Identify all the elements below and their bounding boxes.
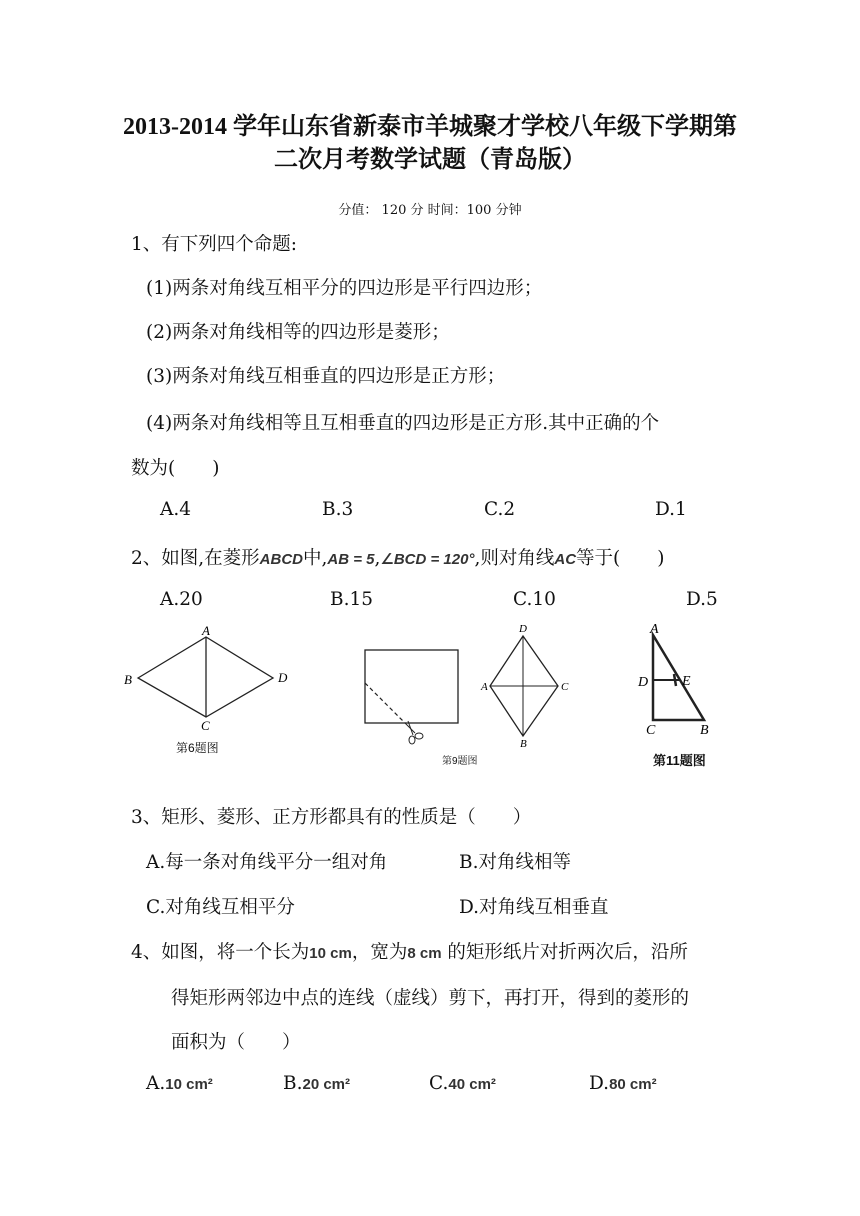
q4-option-d-letter: D. — [589, 1073, 610, 1094]
q3-option-b: B.对角线相等 — [459, 852, 571, 873]
fig6-label-b: B — [124, 672, 132, 687]
figure-9-rhombus — [478, 620, 578, 750]
q4-text-3: 的矩形纸片对折两次后，沿所 — [441, 942, 688, 963]
q2-text-4: ,则对角线 — [474, 548, 555, 569]
fig9-label-c: C — [561, 681, 569, 693]
fig11-label-e: E — [682, 674, 691, 689]
figure-9-paper — [360, 645, 470, 745]
q1-option-a: A.4 — [160, 499, 192, 520]
q1-item-4: (4)两条对角线相等且互相垂直的四边形是正方形.其中正确的个 — [146, 413, 660, 434]
q1-stem: 1、有下列四个命题: — [131, 234, 298, 255]
q4-option-c-letter: C. — [429, 1073, 449, 1094]
q4-option-a — [146, 1073, 213, 1094]
q3-option-a: A.每一条对角线平分一组对角 — [146, 852, 388, 873]
q4-stem-line-2: 得矩形两邻边中点的连线（虚线）剪下，再打开，得到的菱形的 — [171, 988, 690, 1009]
q4-text-1: 4、如图，将一个长为 — [131, 942, 310, 963]
title-line-2: 二次月考数学试题（青岛版） — [274, 147, 586, 173]
q4-option-d-value: 80 cm² — [609, 1076, 657, 1093]
q2-math-abcd: ABCD — [259, 551, 303, 568]
fig6-label-a: A — [202, 623, 210, 638]
q2-option-c: C.10 — [513, 589, 556, 610]
q4-math-width: 8 cm — [407, 945, 442, 962]
figure-11-triangle — [634, 620, 734, 740]
q2-text-1: 2、如图,在菱形 — [131, 548, 260, 569]
q2-option-b: B.15 — [330, 589, 374, 610]
q3-option-d: D.对角线互相垂直 — [459, 897, 609, 918]
q3-option-c: C.对角线互相平分 — [146, 897, 295, 918]
q4-option-b — [283, 1073, 350, 1094]
fig6-caption: 第6题图 — [176, 741, 219, 755]
q1-option-c: C.2 — [484, 499, 516, 520]
q4-option-c — [429, 1073, 496, 1094]
scissors-icon — [405, 721, 423, 744]
q2-math-ac: AC — [554, 551, 577, 568]
q4-stem — [131, 938, 688, 964]
q2-option-a: A.20 — [160, 589, 203, 610]
fig9-label-b: B — [520, 738, 527, 750]
q1-item-3: (3)两条对角线互相垂直的四边形是正方形； — [146, 366, 506, 387]
fig9-caption: 第9题图 — [442, 756, 478, 767]
q4-option-b-value: 20 cm² — [302, 1076, 351, 1093]
q4-stem-line-3: 面积为（ ） — [171, 1032, 301, 1053]
q2-math-ab: AB = 5 — [327, 551, 375, 568]
q4-option-a-value: 10 cm² — [165, 1076, 213, 1093]
q4-option-c-value: 40 cm² — [448, 1076, 496, 1093]
q1-item-1: (1)两条对角线互相平分的四边形是平行四边形； — [146, 278, 543, 299]
q1-stem-cont: 数为( ) — [131, 458, 220, 479]
fig6-label-d: D — [278, 670, 288, 685]
fig11-label-c: C — [646, 723, 656, 738]
q2-math-angle: ∠BCD = 120° — [380, 551, 475, 568]
q3-stem: 3、矩形、菱形、正方形都具有的性质是（ ） — [131, 807, 532, 828]
fig11-label-d: D — [638, 675, 649, 690]
fig11-label-a: A — [650, 622, 659, 637]
q1-option-d: D.1 — [655, 499, 687, 520]
fig6-label-c: C — [201, 718, 210, 733]
fig11-caption: 第11题图 — [653, 753, 706, 768]
q2-option-d: D.5 — [686, 589, 718, 610]
fig9-label-d: D — [519, 623, 527, 635]
q4-option-a-letter: A. — [146, 1073, 166, 1094]
q2-stem — [131, 544, 664, 570]
q2-text-2: 中, — [303, 548, 328, 569]
score-time-info: 分值： 120 分 时间：100 分钟 — [338, 203, 522, 218]
q4-option-d — [589, 1073, 657, 1094]
q2-text-3: , — [374, 548, 381, 569]
q4-option-b-letter: B. — [283, 1073, 303, 1094]
fig11-label-b: B — [700, 723, 709, 738]
q1-item-2: (2)两条对角线相等的四边形是菱形； — [146, 322, 450, 343]
fig9-label-a: A — [481, 681, 488, 693]
q4-math-length: 10 cm — [309, 945, 352, 962]
q4-text-2: ，宽为 — [351, 942, 408, 963]
q2-text-5: 等于( ) — [576, 548, 665, 569]
title-line-1: 2013-2014 学年山东省新泰市羊城聚才学校八年级下学期第 — [123, 114, 737, 140]
q1-option-b: B.3 — [322, 499, 354, 520]
